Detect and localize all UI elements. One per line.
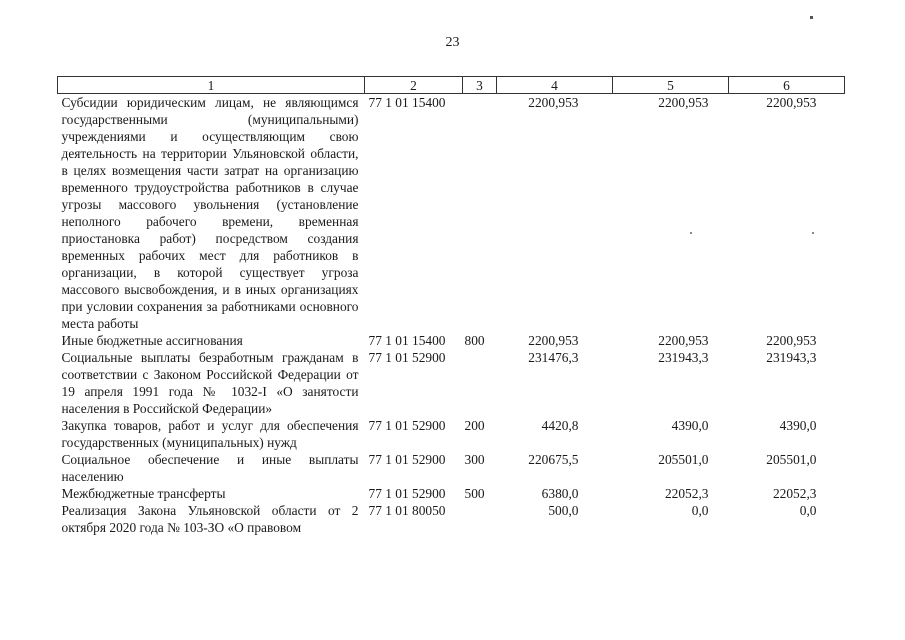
- table-row: [58, 332, 845, 349]
- row-value-6: 205501,0: [766, 452, 817, 467]
- row-value-5: 2200,953: [658, 95, 709, 110]
- column-header-6: 6: [729, 77, 845, 94]
- row-value-4: 231476,3: [528, 350, 579, 365]
- row-value-4: 2200,953: [528, 95, 579, 110]
- row-name: Реализация Закона Ульяновской области от 2 октября 2020 года № 103-ЗО «О правовом: [61, 503, 359, 535]
- budget-table: [57, 76, 845, 536]
- table-row: [58, 502, 845, 536]
- row-expense-type: [463, 349, 497, 417]
- table-row: [58, 451, 845, 485]
- row-expense-type: 500: [464, 486, 485, 501]
- row-value-5: 2200,953: [658, 333, 709, 348]
- row-value-4: 2200,953: [528, 333, 579, 348]
- row-code: 77 1 01 52900: [368, 486, 446, 501]
- row-value-6: 22052,3: [772, 486, 817, 501]
- row-value-5: 231943,3: [658, 350, 709, 365]
- column-number-header: [58, 77, 845, 94]
- column-header-2: 2: [365, 77, 463, 94]
- table-row: [58, 94, 845, 333]
- row-name: Социальное обеспечение и иные выплаты населению: [61, 452, 359, 484]
- table-row: [58, 417, 845, 451]
- row-value-5: 4390,0: [671, 418, 709, 433]
- column-header-5: 5: [613, 77, 729, 94]
- row-code: 77 1 01 52900: [368, 452, 446, 467]
- row-expense-type: 300: [464, 452, 485, 467]
- row-name: Социальные выплаты безработным гражданам в соответствии с Законом Российской Федерации от 19 апреля 1991 года № 1032-I «О занятости населения в Российской Федерации»: [61, 350, 359, 416]
- table-row: [58, 349, 845, 417]
- row-name: Межбюджетные трансферты: [61, 486, 226, 501]
- row-code: 77 1 01 52900: [368, 418, 446, 433]
- row-value-6: 2200,953: [766, 95, 817, 110]
- row-value-5: 205501,0: [658, 452, 709, 467]
- row-value-6: 0,0: [799, 503, 817, 518]
- row-value-5: 22052,3: [664, 486, 709, 501]
- page-number: 23: [445, 35, 460, 50]
- row-value-4: 4420,8: [541, 418, 579, 433]
- row-code: 77 1 01 15400: [368, 333, 446, 348]
- row-code: 77 1 01 80050: [368, 503, 446, 518]
- row-expense-type: [463, 502, 497, 536]
- row-name: Иные бюджетные ассигнования: [61, 333, 243, 348]
- row-value-6: 2200,953: [766, 333, 817, 348]
- column-header-4: 4: [497, 77, 613, 94]
- row-value-6: 231943,3: [766, 350, 817, 365]
- row-expense-type: 200: [464, 418, 485, 433]
- row-name: Субсидии юридическим лицам, не являющимся государственными (муниципальными) учреждениями и осуществляющим свою деятельность на территории Ульяновской области, в целях возмещения части затрат на организацию временного трудоустройства работников в случае угрозы массового увольнения (установление неполного рабочего времени, временная приостановка работ) посредством создания временных рабочих мест для работников в организации, в которой существует угроза массового высвобождения, и в иных организациях при условии сохранения за работниками основного места работы: [61, 95, 359, 331]
- row-code: 77 1 01 15400: [368, 95, 446, 110]
- row-value-5: 0,0: [691, 503, 709, 518]
- row-code: 77 1 01 52900: [368, 350, 446, 365]
- table-row: [58, 485, 845, 502]
- scan-speck: [812, 232, 814, 234]
- row-value-6: 4390,0: [779, 418, 817, 433]
- column-header-3: 3: [463, 77, 497, 94]
- row-expense-type: 800: [464, 333, 485, 348]
- row-value-4: 220675,5: [528, 452, 579, 467]
- row-value-4: 500,0: [548, 503, 579, 518]
- scan-speck: [810, 16, 813, 19]
- scan-speck: [690, 232, 692, 234]
- row-expense-type: [463, 94, 497, 333]
- column-header-1: 1: [58, 77, 365, 94]
- row-value-4: 6380,0: [541, 486, 579, 501]
- row-name: Закупка товаров, работ и услуг для обеспечения государственных (муниципальных) нужд: [61, 418, 359, 450]
